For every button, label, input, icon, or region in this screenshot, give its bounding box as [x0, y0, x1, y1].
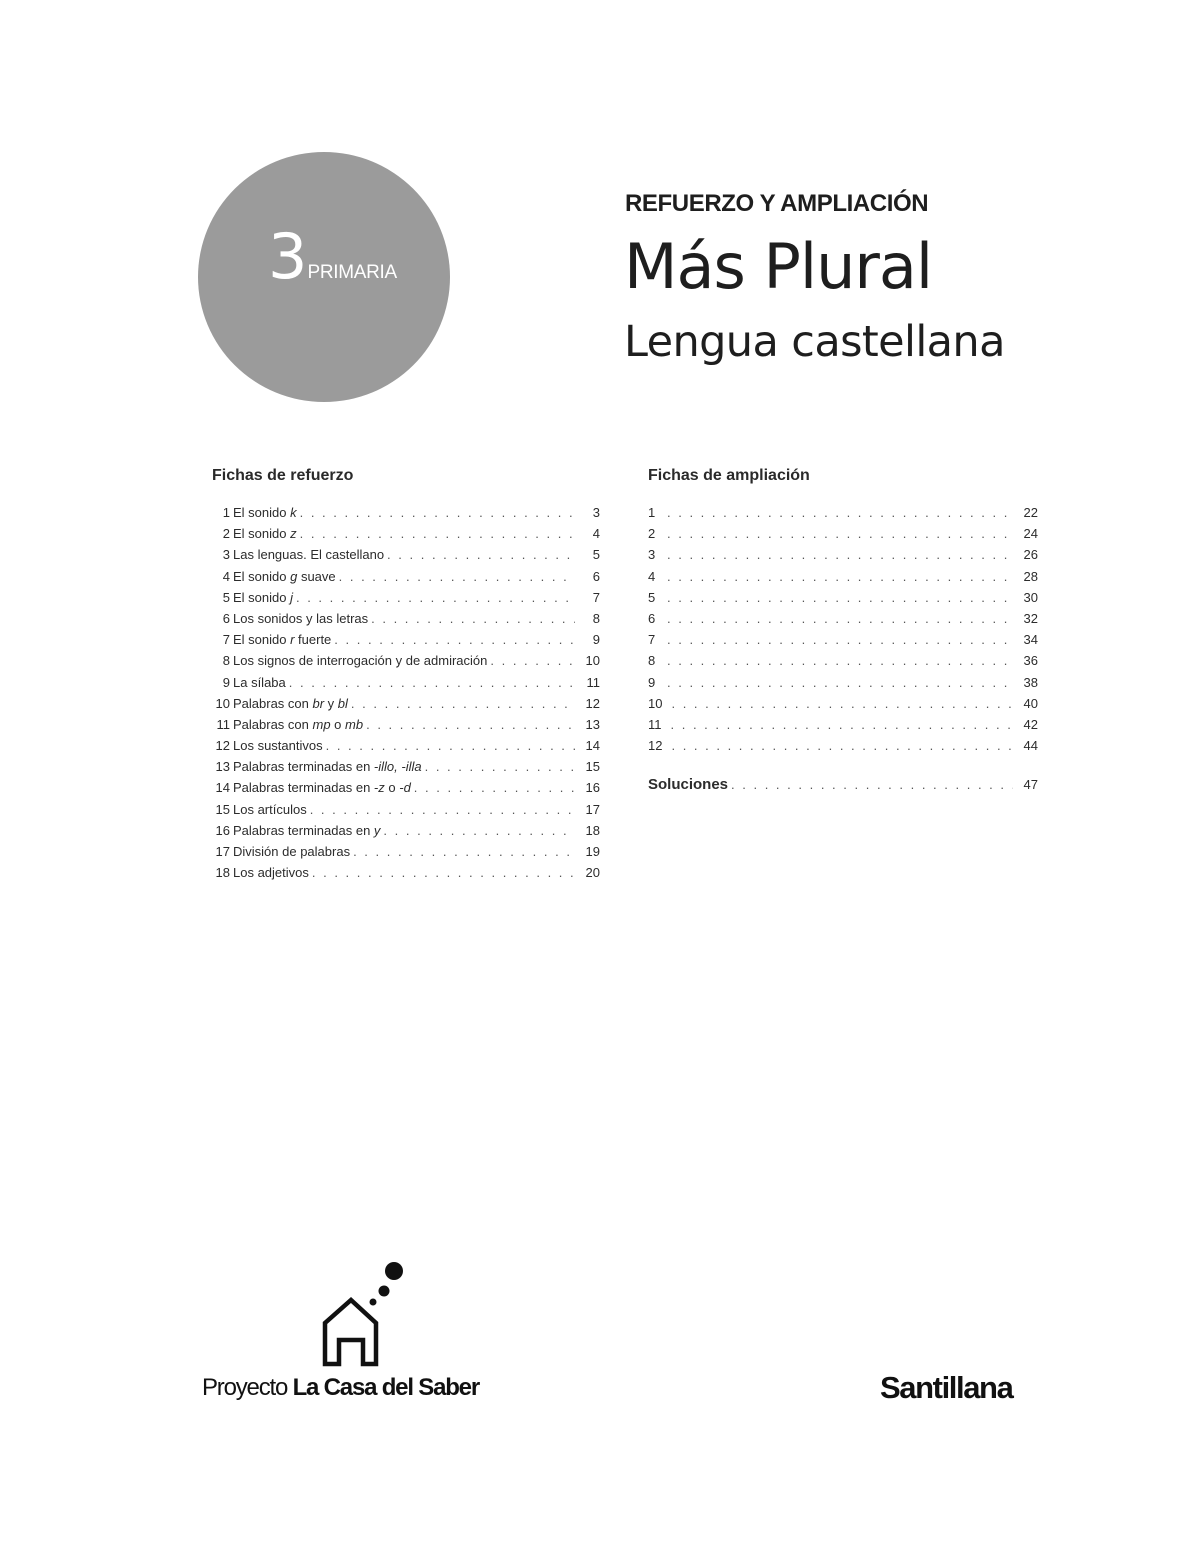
entry-number: 15: [215, 801, 230, 817]
toc-entry[interactable]: [212, 841, 600, 862]
dot-leader: [351, 693, 575, 714]
entry-title-text: División de palabras: [233, 844, 351, 859]
entry-title-emphasis: j: [290, 589, 293, 605]
entry-page: 32: [1023, 610, 1038, 626]
dot-leader: [490, 650, 575, 671]
entry-page: 34: [1023, 632, 1038, 648]
entry-title-text: y: [324, 695, 338, 711]
entry-number: 3: [648, 547, 656, 563]
grade-text: PRIMARIA: [307, 262, 397, 283]
entry-title: [233, 756, 422, 777]
book-title: Más Plural: [624, 230, 933, 303]
publisher-logo: Santillana: [880, 1370, 1013, 1405]
entry-number: 4: [222, 568, 230, 584]
entry-number: 17: [215, 844, 230, 859]
dot-leader: [289, 672, 575, 693]
entry-title-text: Palabras terminadas en: [233, 759, 374, 775]
dot-leader: [353, 841, 575, 862]
dot-leader: [366, 714, 575, 735]
toc-entry[interactable]: [212, 756, 600, 777]
toc-entry[interactable]: [212, 629, 600, 650]
dot-leader: [300, 523, 575, 544]
entry-title-text: Los signos de interrogación y de admiración: [233, 653, 488, 669]
entry-page: 5: [592, 547, 600, 563]
toc-entry[interactable]: [212, 799, 600, 820]
dot-leader: [383, 820, 575, 841]
entry-title: [233, 820, 380, 841]
dot-leader: [387, 544, 575, 565]
entry-title-text: El sonido: [233, 589, 291, 605]
toc-entry[interactable]: [648, 629, 1038, 650]
entry-number: 14: [215, 780, 230, 796]
entry-title-text: Palabras terminadas en: [233, 780, 374, 796]
entry-number: 12: [648, 738, 663, 754]
toc-ampliacion: [648, 465, 1038, 793]
toc-entry[interactable]: [212, 544, 600, 565]
entry-title-emphasis: bl: [337, 695, 348, 711]
toc-entry[interactable]: [648, 587, 1038, 608]
entry-title-text: suave: [297, 568, 336, 584]
entry-title-text: El sonido: [233, 632, 291, 648]
entry-number: 8: [648, 653, 656, 669]
entry-number: 7: [648, 632, 656, 648]
dot-leader: [414, 777, 575, 798]
toc-entry[interactable]: [648, 693, 1038, 714]
toc-entry[interactable]: [212, 714, 600, 735]
dot-leader: [667, 566, 1013, 587]
toc-entry[interactable]: [648, 523, 1038, 544]
entry-number: 8: [222, 653, 230, 669]
entry-title-text: El sonido: [233, 526, 291, 542]
entry-title-text: Las lenguas. El castellano: [233, 547, 385, 563]
toc-entry[interactable]: [212, 672, 600, 693]
entry-page: 42: [1023, 716, 1038, 732]
entry-number: 12: [215, 738, 230, 754]
entry-title-text: El sonido: [233, 505, 291, 520]
entry-page: 13: [585, 716, 600, 732]
toc-entry[interactable]: [212, 523, 600, 544]
toc-entry[interactable]: [212, 502, 600, 523]
section-heading-ampliacion: Fichas de ampliación: [648, 467, 810, 484]
entry-title: [233, 587, 293, 608]
entry-page: 8: [592, 610, 600, 626]
dot-leader: [667, 502, 1013, 523]
entry-number: 13: [215, 759, 230, 775]
entry-title-text: fuerte: [294, 632, 332, 648]
entry-page: 6: [592, 568, 600, 584]
entry-page: 17: [585, 801, 600, 817]
dot-leader: [667, 587, 1013, 608]
entry-page: 44: [1023, 738, 1038, 754]
entry-page: 15: [585, 759, 600, 775]
project-name: [202, 1374, 479, 1402]
project-prefix: Proyecto: [202, 1374, 293, 1401]
entry-title-text: Palabras terminadas en: [233, 822, 374, 838]
book-subtitle: Lengua castellana: [624, 317, 1005, 367]
entry-page: 7: [592, 589, 600, 605]
dot-leader: [667, 672, 1013, 693]
entry-title: [233, 523, 297, 544]
toc-entry[interactable]: [212, 735, 600, 756]
entry-page: 30: [1023, 589, 1038, 605]
dot-leader: [334, 629, 575, 650]
dot-leader: [667, 544, 1013, 565]
entry-page: 28: [1023, 568, 1038, 584]
entry-page: 22: [1023, 505, 1038, 520]
logo-dot-small: [370, 1299, 377, 1306]
entry-number: 4: [648, 568, 656, 584]
entry-page: 26: [1023, 547, 1038, 563]
toc-entry[interactable]: [648, 566, 1038, 587]
entry-title-emphasis: g: [290, 568, 298, 584]
toc-entry[interactable]: [212, 693, 600, 714]
entry-title: [233, 799, 307, 820]
entry-title-emphasis: -illo, -illa: [373, 759, 422, 775]
entry-page: 14: [585, 738, 600, 754]
entry-number: 11: [648, 716, 662, 732]
entry-title-text: Los artículos: [233, 801, 307, 817]
entry-page: 40: [1023, 695, 1038, 711]
entry-number: 18: [215, 865, 230, 881]
entry-title-emphasis: mp: [312, 716, 331, 732]
dot-leader: [667, 629, 1013, 650]
toc-refuerzo: [212, 465, 600, 883]
toc-entry[interactable]: [648, 672, 1038, 693]
toc-entry[interactable]: [212, 777, 600, 798]
toc-solutions-entry[interactable]: [648, 776, 1038, 793]
dot-leader: [371, 608, 575, 629]
entry-page: 12: [585, 695, 600, 711]
entry-number: 10: [648, 695, 663, 711]
entry-number: 9: [648, 674, 656, 690]
entry-title: [233, 544, 384, 565]
toc-entry[interactable]: [648, 544, 1038, 565]
dot-leader: [667, 608, 1013, 629]
entry-title: [233, 777, 411, 798]
entry-title-emphasis: -d: [399, 780, 411, 796]
entry-title: [233, 735, 323, 756]
toc-entry[interactable]: [648, 502, 1038, 523]
entry-title-text: El sonido: [233, 568, 291, 584]
toc-entry[interactable]: [212, 608, 600, 629]
entry-title: [233, 862, 309, 883]
entry-title-emphasis: z: [290, 526, 297, 542]
logo-dot-large: [385, 1262, 403, 1280]
refuerzo-list: [212, 502, 600, 883]
entry-title: [233, 714, 363, 735]
logo-house-outline: [325, 1300, 376, 1364]
entry-page: 3: [592, 505, 600, 520]
entry-title-text: Los sustantivos: [233, 738, 323, 754]
entry-number: 3: [222, 547, 230, 563]
grade-label: [268, 220, 397, 293]
dot-leader: [671, 735, 1013, 756]
series-kicker: REFUERZO Y AMPLIACIÓN: [625, 190, 929, 217]
toc-entry[interactable]: [648, 735, 1038, 756]
entry-title-emphasis: y: [373, 822, 381, 838]
house-logo-icon: [318, 1258, 408, 1370]
solutions-label: Soluciones: [648, 776, 729, 794]
entry-number: 5: [648, 589, 656, 605]
toc-entry[interactable]: [212, 566, 600, 587]
entry-page: 9: [592, 632, 600, 648]
entry-title-emphasis: br: [312, 695, 325, 711]
entry-title: [233, 841, 350, 862]
dot-leader: [326, 735, 575, 756]
entry-page: 20: [585, 865, 600, 881]
entry-page: 10: [585, 653, 600, 669]
entry-title-text: Los adjetivos: [233, 865, 309, 881]
entry-page: 24: [1023, 526, 1038, 542]
entry-title-text: Los sonidos y las letras: [233, 610, 369, 626]
entry-number: 11: [216, 716, 230, 732]
entry-title-emphasis: r: [290, 632, 295, 648]
entry-number: 2: [648, 526, 656, 542]
dot-leader: [671, 714, 1014, 735]
entry-title: [233, 566, 336, 587]
entry-title-text: Palabras con: [233, 716, 313, 732]
entry-page: 4: [592, 526, 600, 542]
entry-title-emphasis: k: [290, 505, 297, 520]
entry-title: [233, 502, 297, 523]
ampliacion-list: [648, 502, 1038, 756]
grade-number: 3: [268, 220, 308, 293]
entry-number: 6: [222, 610, 230, 626]
entry-page: 18: [585, 822, 600, 838]
entry-page: 36: [1023, 653, 1038, 669]
toc-entry[interactable]: [212, 820, 600, 841]
entry-number: 2: [222, 526, 230, 542]
entry-title-text: o: [384, 780, 400, 796]
entry-title: [233, 629, 331, 650]
entry-number: 9: [222, 674, 230, 690]
dot-leader: [339, 566, 575, 587]
entry-number: 7: [222, 632, 230, 648]
entry-number: 1: [222, 505, 230, 520]
entry-page: 38: [1023, 674, 1038, 690]
entry-title: [233, 672, 286, 693]
toc-entry[interactable]: [648, 608, 1038, 629]
dot-leader: [300, 502, 575, 523]
entry-number: 6: [648, 610, 656, 626]
entry-page: 19: [585, 844, 600, 859]
toc-entry[interactable]: [212, 862, 600, 883]
entry-title: [233, 650, 487, 671]
entry-title-text: La sílaba: [233, 674, 286, 690]
toc-entry[interactable]: [648, 650, 1038, 671]
toc-entry[interactable]: [648, 714, 1038, 735]
entry-page: 11: [586, 674, 600, 690]
dot-leader: [296, 587, 575, 608]
entry-title: [233, 693, 348, 714]
dot-leader: [731, 777, 1013, 792]
dot-leader: [667, 650, 1013, 671]
entry-title: [233, 608, 368, 629]
toc-entry[interactable]: [212, 650, 600, 671]
dot-leader: [312, 862, 575, 883]
dot-leader: [667, 523, 1013, 544]
entry-number: 16: [215, 822, 230, 838]
entry-title-emphasis: mb: [345, 716, 364, 732]
toc-entry[interactable]: [212, 587, 600, 608]
section-heading-refuerzo: Fichas de refuerzo: [212, 467, 354, 484]
entry-page: 16: [585, 780, 600, 796]
dot-leader: [310, 799, 575, 820]
project-brand: La Casa del Saber: [292, 1374, 479, 1401]
entry-number: 10: [215, 695, 230, 711]
entry-title-text: Palabras con: [233, 695, 313, 711]
dot-leader: [425, 756, 575, 777]
entry-title-emphasis: -z: [373, 780, 385, 796]
entry-number: 5: [222, 589, 230, 605]
entry-title-text: o: [330, 716, 346, 732]
dot-leader: [671, 693, 1013, 714]
logo-dot-medium: [379, 1286, 390, 1297]
solutions-page: 47: [1023, 777, 1038, 793]
entry-number: 1: [648, 505, 656, 520]
